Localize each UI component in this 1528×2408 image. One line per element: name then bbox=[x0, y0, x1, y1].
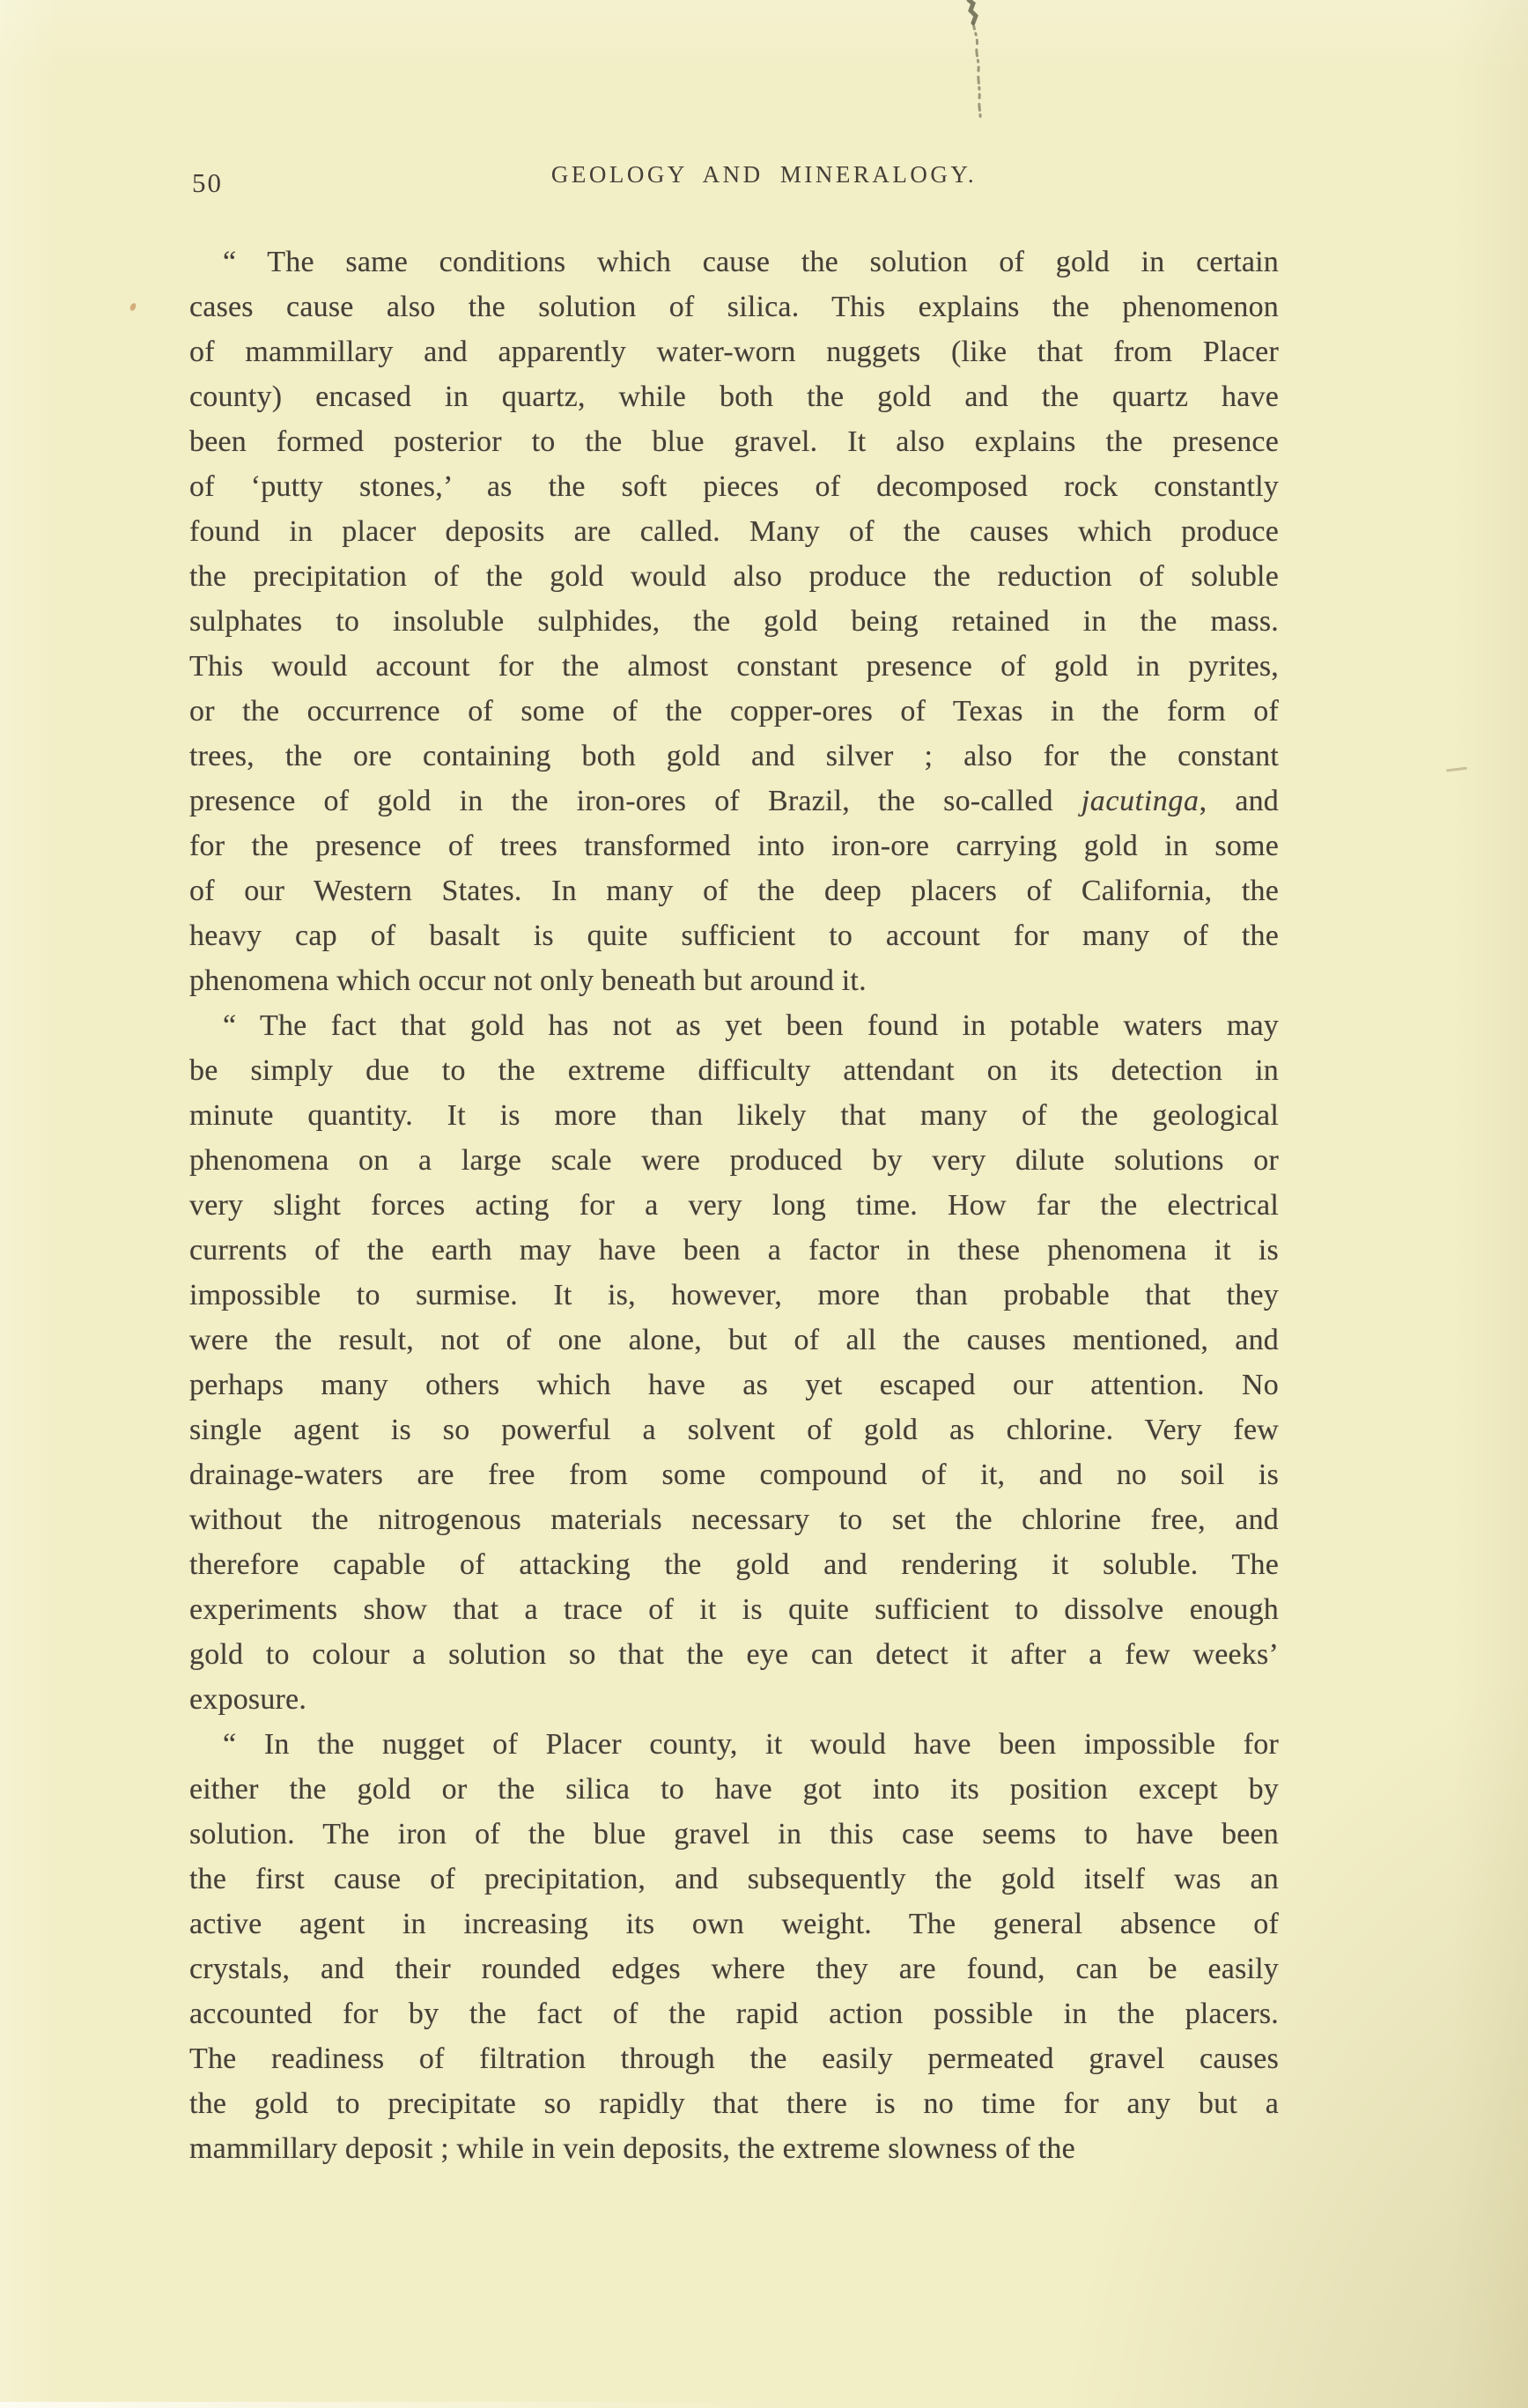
text-line: “ The fact that gold has not as yet been found in potable waters may bbox=[223, 1009, 1279, 1042]
text-line: county) encased in quartz, while both the gold and the quartz have bbox=[189, 380, 1279, 413]
text-line: found in placer deposits are called. Many of the causes which produce bbox=[189, 515, 1279, 548]
text-line: been formed posterior to the blue gravel. It also explains the presence bbox=[189, 425, 1279, 458]
page-header-row bbox=[0, 161, 1528, 205]
text-line: therefore capable of attacking the gold and rendering it soluble. The bbox=[189, 1548, 1279, 1581]
paper-speck bbox=[1446, 767, 1467, 772]
text-line: impossible to surmise. It is, however, more than probable that they bbox=[189, 1279, 1279, 1311]
text-line: cases cause also the solution of silica. This explains the phenomenon bbox=[189, 291, 1279, 323]
text-line: crystals, and their rounded edges where they are found, can be easily bbox=[189, 1953, 1279, 1985]
page-edge bbox=[0, 2402, 794, 2408]
text-line: without the nitrogenous materials necessary to set the chlorine free, and bbox=[189, 1503, 1279, 1536]
text-line: experiments show that a trace of it is quite sufficient to dissolve enough bbox=[189, 1593, 1279, 1626]
paragraph bbox=[189, 240, 1279, 1003]
paragraph bbox=[189, 1722, 1279, 2171]
text-line: exposure. bbox=[189, 1683, 307, 1716]
text-line: phenomena on a large scale were produced by very dilute solutions or bbox=[189, 1144, 1279, 1177]
text-line: single agent is so powerful a solvent of gold as chlorine. Very few bbox=[189, 1414, 1279, 1446]
text-line: trees, the ore containing both gold and silver ; also for the constant bbox=[189, 740, 1279, 772]
paragraph bbox=[189, 1003, 1279, 1722]
page-number: 50 bbox=[192, 167, 223, 198]
text-line: heavy cap of basalt is quite sufficient to account for many of the bbox=[189, 920, 1279, 952]
running-header: GEOLOGY AND MINERALOGY. bbox=[550, 161, 978, 188]
text-line: accounted for by the fact of the rapid action possible in the placers. bbox=[189, 1998, 1279, 2030]
text-line: active agent in increasing its own weight. The general absence of bbox=[189, 1908, 1279, 1940]
paper-speck bbox=[129, 302, 137, 311]
text-line: mammillary deposit ; while in vein deposits, the extreme slowness of the bbox=[189, 2132, 1075, 2165]
text-line: the first cause of precipitation, and subsequently the gold itself was an bbox=[189, 1863, 1279, 1895]
text-line: of our Western States. In many of the deep placers of California, the bbox=[189, 875, 1279, 907]
text-line: either the gold or the silica to have got into its position except by bbox=[189, 1773, 1279, 1806]
text-line: perhaps many others which have as yet escaped our attention. No bbox=[189, 1369, 1279, 1401]
text-line: of mammillary and apparently water-worn nuggets (like that from Placer bbox=[189, 336, 1279, 368]
text-line: “ In the nugget of Placer county, it would have been impossible for bbox=[223, 1728, 1279, 1761]
text-line: or the occurrence of some of the copper-ores of Texas in the form of bbox=[189, 695, 1279, 728]
text-line: minute quantity. It is more than likely that many of the geological bbox=[189, 1099, 1279, 1132]
text-line: were the result, not of one alone, but of all the causes mentioned, and bbox=[189, 1324, 1279, 1356]
text-line: presence of gold in the iron-ores of Brazil, the so-called jacutinga, and bbox=[189, 785, 1280, 817]
text-line: for the presence of trees transformed into iron-ore carrying gold in some bbox=[189, 830, 1279, 862]
text-line: very slight forces acting for a very long time. How far the electrical bbox=[189, 1189, 1279, 1222]
text-block bbox=[189, 240, 1279, 2171]
text-line: phenomena which occur not only beneath but around it. bbox=[189, 964, 867, 997]
text-line: currents of the earth may have been a factor in these phenomena it is bbox=[189, 1234, 1279, 1267]
text-line: the precipitation of the gold would also produce the reduction of soluble bbox=[189, 560, 1279, 593]
text-line: be simply due to the extreme difficulty attendant on its detection in bbox=[189, 1054, 1279, 1087]
text-line: “ The same conditions which cause the solution of gold in certain bbox=[223, 246, 1279, 278]
text-line: sulphates to insoluble sulphides, the gold being retained in the mass. bbox=[189, 605, 1279, 638]
text-line: The readiness of filtration through the easily permeated gravel causes bbox=[189, 2042, 1279, 2075]
text-line: the gold to precipitate so rapidly that there is no time for any but a bbox=[189, 2087, 1279, 2120]
paper-tear-mark bbox=[949, 0, 999, 123]
text-line: This would account for the almost constant presence of gold in pyrites, bbox=[189, 650, 1279, 683]
text-line: gold to colour a solution so that the eye can detect it after a few weeks’ bbox=[189, 1638, 1279, 1671]
text-line: drainage-waters are free from some compound of it, and no soil is bbox=[189, 1459, 1279, 1491]
text-line: of ‘putty stones,’ as the soft pieces of decomposed rock constantly bbox=[189, 470, 1279, 503]
text-line: solution. The iron of the blue gravel in this case seems to have been bbox=[189, 1818, 1279, 1850]
